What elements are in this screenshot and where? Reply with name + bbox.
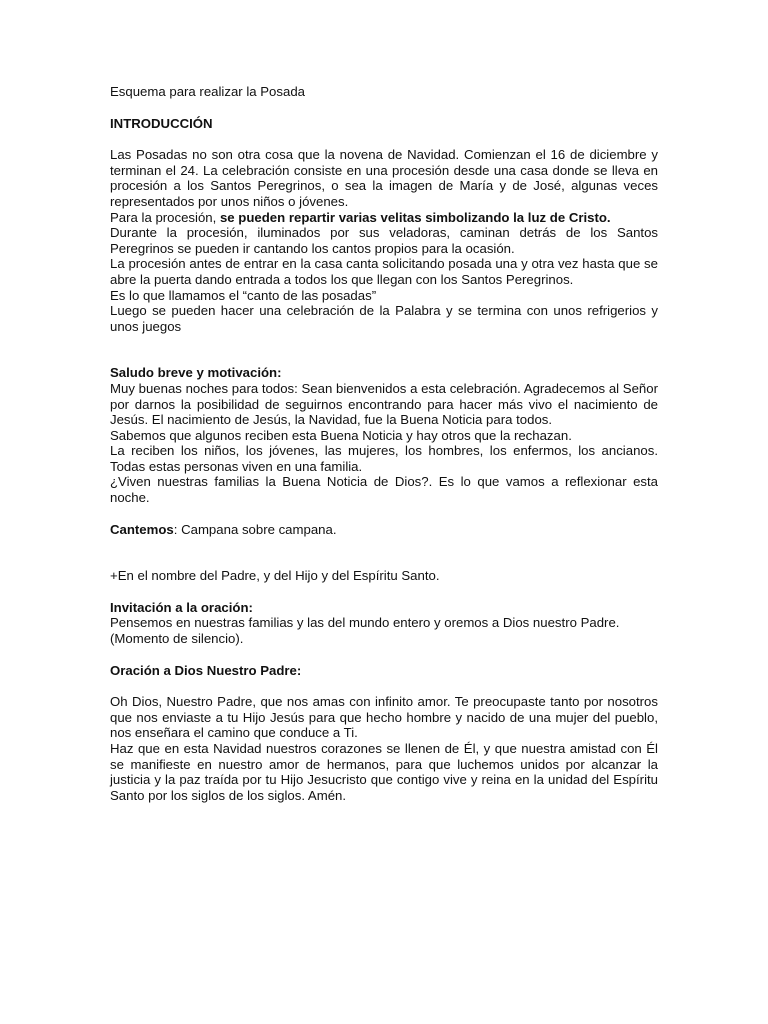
oracion-paragraph-1: Oh Dios, Nuestro Padre, que nos amas con infinito amor. Te preocupaste tanto por nosotros que nos enviaste a tu Hijo Jesús para que hecho hombre y nacido de una mujer del pueblo, nos enseñara el camino que conduce a Ti. — [110, 694, 658, 741]
invitacion-paragraph-2: (Momento de silencio). — [110, 631, 244, 647]
oracion-heading: Oración a Dios Nuestro Padre: — [110, 662, 302, 678]
intro-paragraph-2-text: Para la procesión, — [110, 209, 220, 225]
oracion-paragraph-2: Haz que en esta Navidad nuestros corazones se llenen de Él, y que nuestra amistad con Él se manifieste en nuestro amor de hermanos, para que luchemos unidos por alcanzar la justicia y la paz traída por tu Hijo Jesucristo que contigo vive y reina en la unidad del Espíritu Santo por los siglos de los siglos. Amén. — [110, 741, 658, 803]
document-title: Esquema para realizar la Posada — [110, 84, 305, 99]
intro-paragraph-4: La procesión antes de entrar en la casa canta solicitando posada una y otra vez hasta que se abre la puerta dando entrada a todos los que llegan con los Santos Peregrinos. — [110, 256, 658, 287]
intro-paragraph-3: Durante la procesión, iluminados por sus veladoras, caminan detrás de los Santos Peregrinos se pueden ir cantando los cantos propios para la ocasión. — [110, 225, 658, 256]
signo-de-la-cruz: +En el nombre del Padre, y del Hijo y del Espíritu Santo. — [110, 568, 440, 584]
intro-paragraph-2 — [110, 210, 658, 226]
saludo-paragraph-1: Muy buenas noches para todos: Sean bienvenidos a esta celebración. Agradecemos al Señor por darnos la posibilidad de seguirnos encontrando para hacer más vivo el nacimiento de Jesús. El nacimiento de Jesús, la Navidad, fue la Buena Noticia para todos. — [110, 380, 658, 428]
intro-paragraph-5: Es lo que llamamos el “canto de las posadas” — [110, 287, 377, 303]
intro-paragraph-1: Las Posadas no son otra cosa que la novena de Navidad. Comienzan el 16 de diciembre y terminan el 24. La celebración consiste en una procesión desde una casa donde se lleva en procesión a los Santos Peregrinos, o sea la imagen de María y de José, algunas veces representados por unos niños o jóvenes. — [110, 147, 658, 209]
invitacion-paragraph-1: Pensemos en nuestras familias y las del mundo entero y oremos a Dios nuestro Padre. — [110, 615, 620, 631]
cantemos-line — [110, 522, 658, 538]
saludo-paragraph-2: Sabemos que algunos reciben esta Buena Noticia y hay otros que la rechazan. — [110, 427, 572, 443]
saludo-paragraph-4: ¿Viven nuestras familias la Buena Noticia de Dios?. Es lo que vamos a reflexionar esta noche. — [110, 474, 658, 506]
intro-heading: INTRODUCCIÓN — [110, 115, 213, 131]
invitacion-heading: Invitación a la oración: — [110, 599, 253, 615]
cantemos-text: : Campana sobre campana. — [173, 521, 337, 537]
saludo-paragraph-3: La reciben los niños, los jóvenes, las mujeres, los hombres, los enfermos, los ancianos. Todas estas personas viven en una familia. — [110, 443, 658, 474]
intro-paragraph-2-bold: se pueden repartir varias velitas simbolizando la luz de Cristo. — [219, 209, 611, 225]
intro-paragraph-6: Luego se pueden hacer una celebración de la Palabra y se termina con unos refrigerios y unos juegos — [110, 303, 658, 334]
cantemos-label: Cantemos — [110, 521, 174, 537]
saludo-heading: Saludo breve y motivación: — [110, 365, 282, 381]
document-page — [110, 84, 658, 803]
